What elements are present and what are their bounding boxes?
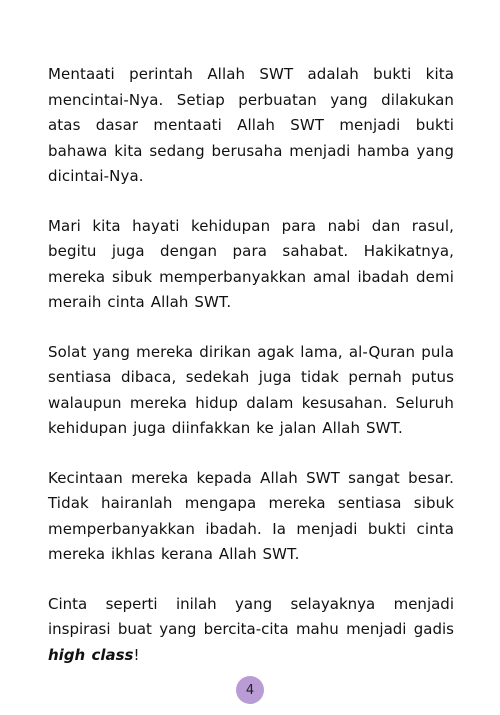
body-text <box>48 62 454 668</box>
paragraph-2: Mari kita hayati kehidupan para nabi dan rasul, begitu juga dengan para sahabat. Hakikatnya, mereka sibuk memperbanyakkan amal ibadah demi meraih cinta Allah SWT. <box>48 216 454 311</box>
closing-suffix: ! <box>133 645 140 664</box>
paragraph-4: Kecintaan mereka kepada Allah SWT sangat besar. Tidak hairanlah mengapa mereka sentiasa sibuk memperbanyakkan ibadah. Ia menjadi bukti cinta mereka ikhlas kerana Allah SWT. <box>48 468 454 563</box>
paragraph-1: Mentaati perintah Allah SWT adalah bukti kita mencintai-Nya. Setiap perbuatan yang dilakukan atas dasar mentaati Allah SWT menjadi bukti bahawa kita sedang berusaha menjadi hamba yang dicintai-Nya. <box>48 65 454 185</box>
closing-paragraph <box>48 592 454 669</box>
closing-text: Cinta seperti inilah yang selayaknya menjadi inspirasi buat yang bercita-cita mahu menjadi gadis <box>48 594 454 638</box>
page-number-badge <box>236 676 264 704</box>
closing-emphasis: high class <box>48 645 134 664</box>
paragraph-3: Solat yang mereka dirikan agak lama, al-Quran pula sentiasa dibaca, sedekah juga tidak pernah putus walaupun mereka hidup dalam kesusahan. Seluruh kehidupan juga diinfakkan ke jalan Allah SWT. <box>48 342 454 437</box>
page-number: 4 <box>245 682 255 698</box>
